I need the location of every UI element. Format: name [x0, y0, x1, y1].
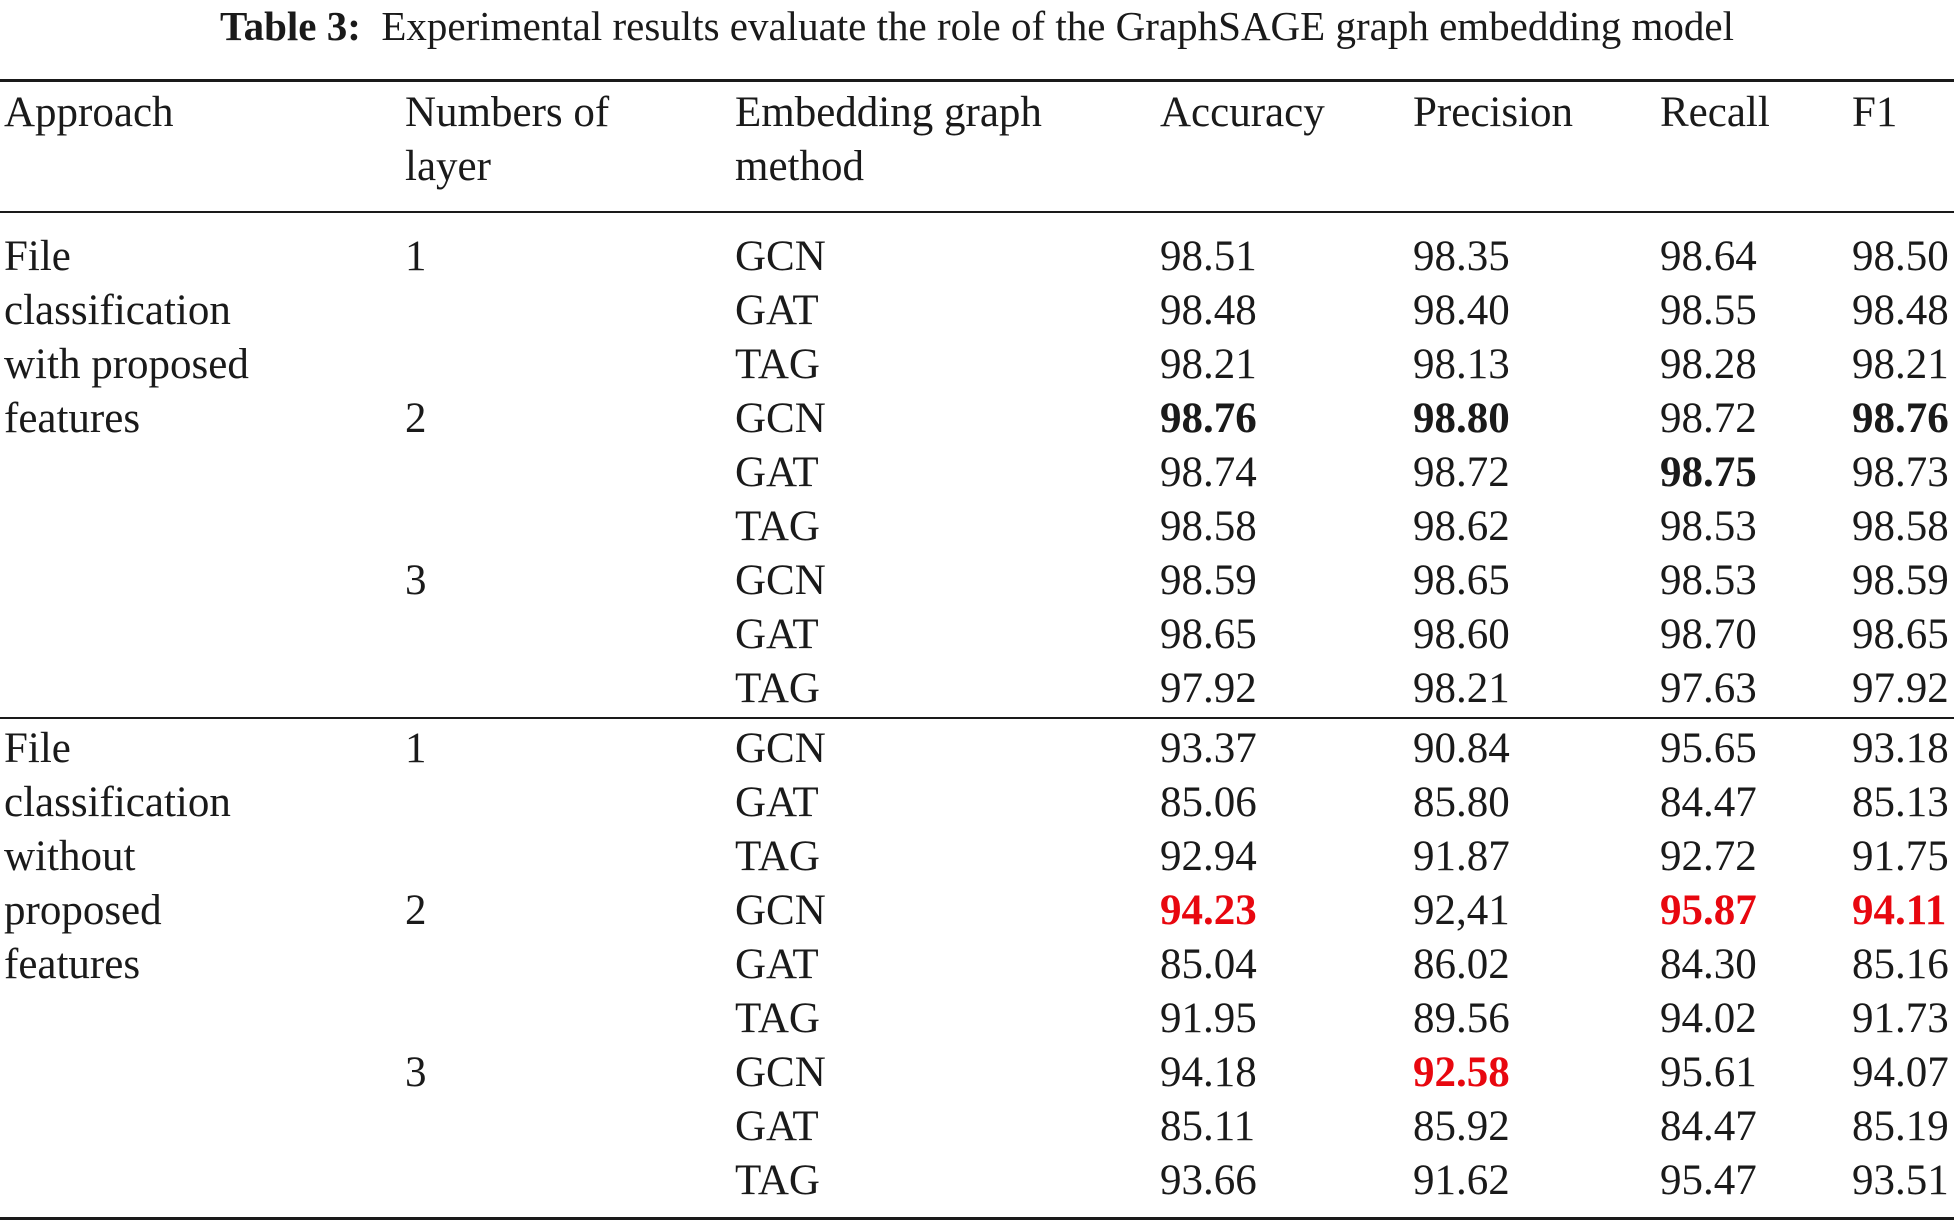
approach-label: classification [4, 287, 231, 334]
accuracy-value: 93.37 [1160, 725, 1257, 772]
accuracy-value: 85.06 [1160, 779, 1257, 826]
precision-value: 98.72 [1413, 449, 1510, 496]
precision-value: 89.56 [1413, 995, 1510, 1042]
embedding-method: TAG [735, 995, 820, 1042]
precision-value: 85.92 [1413, 1103, 1510, 1150]
f1-value: 91.73 [1852, 995, 1949, 1042]
precision-value: 98.21 [1413, 665, 1510, 712]
column-header-recall: Recall [1660, 89, 1770, 136]
recall-value: 84.47 [1660, 1103, 1757, 1150]
accuracy-value: 93.66 [1160, 1157, 1257, 1204]
embedding-method: TAG [735, 1157, 820, 1204]
layer-count: 3 [405, 557, 427, 604]
recall-value: 98.53 [1660, 557, 1757, 604]
accuracy-value: 94.18 [1160, 1049, 1257, 1096]
recall-value: 95.47 [1660, 1157, 1757, 1204]
caption-label: Table 3: [220, 3, 361, 49]
recall-value: 98.53 [1660, 503, 1757, 550]
recall-value: 84.47 [1660, 779, 1757, 826]
precision-value: 98.35 [1413, 233, 1510, 280]
layer-count: 1 [405, 233, 427, 280]
embedding-method: TAG [735, 503, 820, 550]
layer-count: 3 [405, 1049, 427, 1096]
precision-value: 98.13 [1413, 341, 1510, 388]
f1-value: 85.19 [1852, 1103, 1949, 1150]
embedding-method: GAT [735, 287, 819, 334]
accuracy-value: 98.65 [1160, 611, 1257, 658]
precision-value: 85.80 [1413, 779, 1510, 826]
approach-label: File [4, 725, 71, 772]
accuracy-value: 98.51 [1160, 233, 1257, 280]
column-header-accuracy: Accuracy [1160, 89, 1325, 136]
embedding-method: TAG [735, 341, 820, 388]
precision-value: 98.65 [1413, 557, 1510, 604]
precision-value: 91.62 [1413, 1157, 1510, 1204]
f1-value: 91.75 [1852, 833, 1949, 880]
accuracy-value: 98.59 [1160, 557, 1257, 604]
header-rule [0, 211, 1954, 213]
recall-value: 98.55 [1660, 287, 1757, 334]
f1-value: 93.18 [1852, 725, 1949, 772]
precision-value: 91.87 [1413, 833, 1510, 880]
f1-value: 98.73 [1852, 449, 1949, 496]
layer-count: 2 [405, 887, 427, 934]
column-header-method: Embedding graph [735, 89, 1042, 136]
approach-label: File [4, 233, 71, 280]
recall-value: 92.72 [1660, 833, 1757, 880]
column-header-layer: Numbers of [405, 89, 610, 136]
accuracy-value: 91.95 [1160, 995, 1257, 1042]
f1-value: 98.50 [1852, 233, 1949, 280]
precision-value: 92.58 [1413, 1049, 1510, 1096]
recall-value: 94.02 [1660, 995, 1757, 1042]
f1-value: 94.11 [1852, 887, 1947, 934]
recall-value: 98.75 [1660, 449, 1757, 496]
accuracy-value: 94.23 [1160, 887, 1257, 934]
approach-label: proposed [4, 887, 162, 934]
precision-value: 86.02 [1413, 941, 1510, 988]
f1-value: 98.59 [1852, 557, 1949, 604]
group-divider-rule [0, 717, 1954, 719]
f1-value: 98.76 [1852, 395, 1949, 442]
f1-value: 98.58 [1852, 503, 1949, 550]
embedding-method: TAG [735, 665, 820, 712]
table-caption [0, 0, 1954, 52]
recall-value: 84.30 [1660, 941, 1757, 988]
f1-value: 98.48 [1852, 287, 1949, 334]
embedding-method: GCN [735, 557, 826, 604]
recall-value: 95.61 [1660, 1049, 1757, 1096]
f1-value: 98.21 [1852, 341, 1949, 388]
f1-value: 85.13 [1852, 779, 1949, 826]
embedding-method: GCN [735, 887, 826, 934]
recall-value: 98.72 [1660, 395, 1757, 442]
approach-label: features [4, 395, 141, 442]
accuracy-value: 97.92 [1160, 665, 1257, 712]
layer-count: 2 [405, 395, 427, 442]
column-header-precision: Precision [1413, 89, 1574, 136]
recall-value: 95.87 [1660, 887, 1757, 934]
embedding-method: GAT [735, 941, 819, 988]
precision-value: 98.60 [1413, 611, 1510, 658]
accuracy-value: 98.48 [1160, 287, 1257, 334]
accuracy-value: 92.94 [1160, 833, 1257, 880]
column-header-f1: F1 [1852, 89, 1898, 136]
accuracy-value: 98.21 [1160, 341, 1257, 388]
bottom-rule [0, 1217, 1954, 1220]
accuracy-value: 98.76 [1160, 395, 1257, 442]
recall-value: 98.28 [1660, 341, 1757, 388]
embedding-method: GCN [735, 233, 826, 280]
embedding-method: GAT [735, 1103, 819, 1150]
recall-value: 95.65 [1660, 725, 1757, 772]
column-header-approach: Approach [4, 89, 174, 136]
precision-value: 98.40 [1413, 287, 1510, 334]
layer-count: 1 [405, 725, 427, 772]
column-header-layer: layer [405, 143, 491, 190]
approach-label: with proposed [4, 341, 249, 388]
f1-value: 93.51 [1852, 1157, 1949, 1204]
column-header-method: method [735, 143, 864, 190]
precision-value: 98.62 [1413, 503, 1510, 550]
accuracy-value: 98.74 [1160, 449, 1257, 496]
precision-value: 90.84 [1413, 725, 1510, 772]
recall-value: 98.70 [1660, 611, 1757, 658]
approach-label: features [4, 941, 141, 988]
f1-value: 98.65 [1852, 611, 1949, 658]
f1-value: 97.92 [1852, 665, 1949, 712]
embedding-method: TAG [735, 833, 820, 880]
embedding-method: GAT [735, 779, 819, 826]
precision-value: 98.80 [1413, 395, 1510, 442]
embedding-method: GCN [735, 1049, 826, 1096]
caption-text: Experimental results evaluate the role of the GraphSAGE graph embedding model [381, 3, 1734, 49]
precision-value: 92,41 [1413, 887, 1510, 934]
recall-value: 98.64 [1660, 233, 1757, 280]
approach-label: without [4, 833, 136, 880]
accuracy-value: 85.04 [1160, 941, 1257, 988]
accuracy-value: 85.11 [1160, 1103, 1256, 1150]
embedding-method: GAT [735, 611, 819, 658]
embedding-method: GAT [735, 449, 819, 496]
f1-value: 94.07 [1852, 1049, 1949, 1096]
embedding-method: GCN [735, 725, 826, 772]
f1-value: 85.16 [1852, 941, 1949, 988]
accuracy-value: 98.58 [1160, 503, 1257, 550]
approach-label: classification [4, 779, 231, 826]
recall-value: 97.63 [1660, 665, 1757, 712]
top-rule [0, 79, 1954, 82]
embedding-method: GCN [735, 395, 826, 442]
